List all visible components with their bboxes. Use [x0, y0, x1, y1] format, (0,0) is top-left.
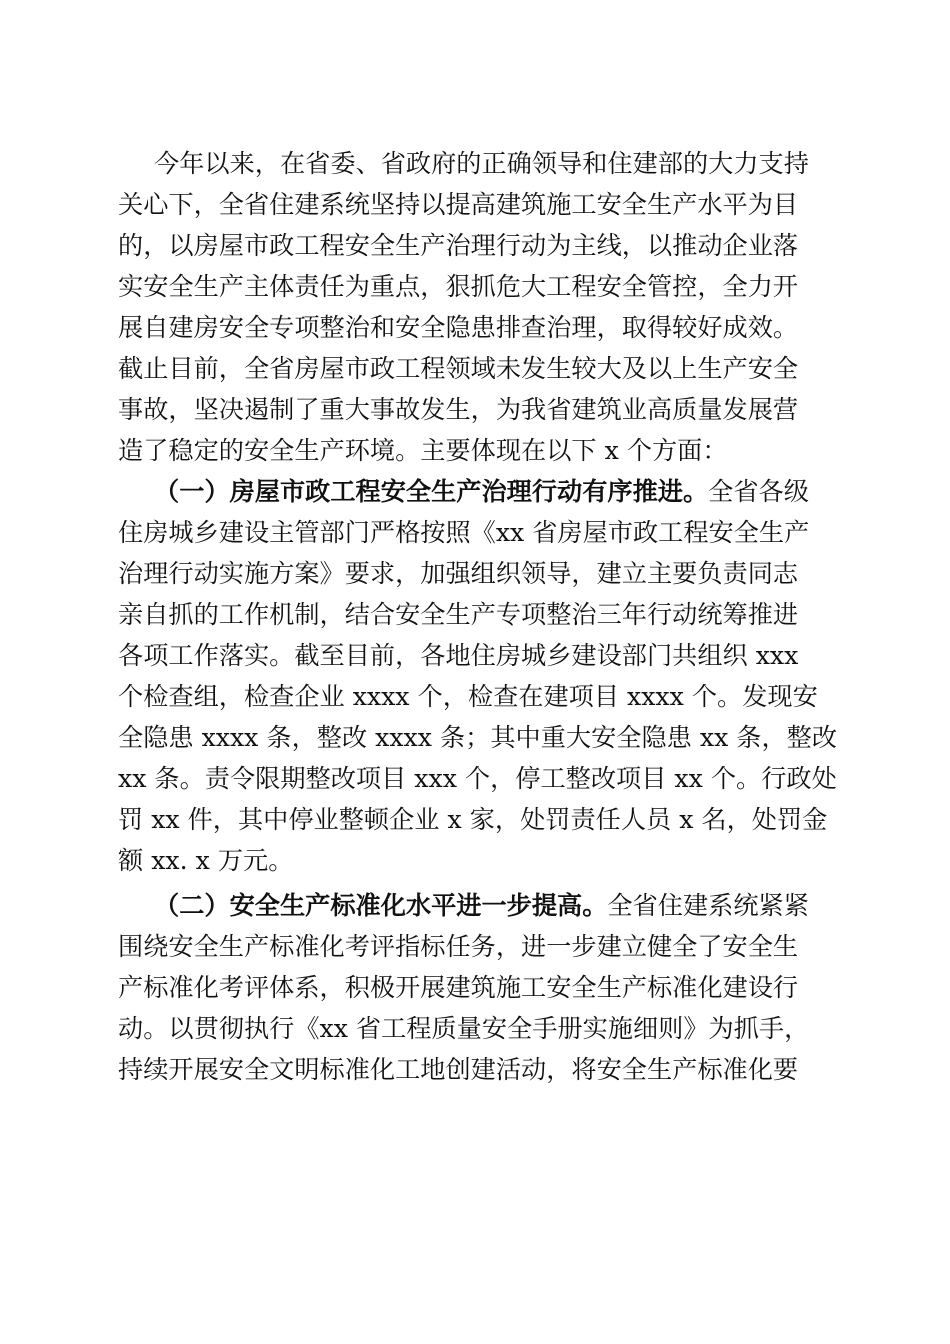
text-line: 额 xx. x 万元。: [118, 846, 294, 875]
text-line: 住房城乡建设主管部门严格按照《xx 省房屋市政工程安全生产: [118, 518, 810, 547]
text-line: 个检查组，检查企业 xxxx 个，检查在建项目 xxxx 个。发现安: [118, 682, 818, 711]
section-one-heading: （一）房屋市政工程安全生产治理行动有序推进。: [154, 476, 709, 506]
text-line: xx 条。责令限期整改项目 xxx 个，停工整改项目 xx 个。行政处: [118, 764, 837, 793]
text-line: 截止目前，全省房屋市政工程领域未发生较大及以上生产安全: [118, 354, 799, 383]
text-line: 造了稳定的安全生产环境。主要体现在以下 x 个方面：: [118, 436, 728, 465]
section-two-first-rest: 全省住建系统紧紧: [607, 891, 809, 920]
text-line: 实安全生产主体责任为重点，狠抓危大工程安全管控，全力开: [118, 272, 799, 301]
section-one-first-rest: 全省各级: [708, 477, 809, 506]
text-line: 亲自抓的工作机制，结合安全生产专项整治三年行动统筹推进: [118, 600, 799, 629]
section-one-paragraph: [118, 471, 838, 881]
text-line: 围绕安全生产标准化考评指标任务，进一步建立健全了安全生: [118, 932, 799, 961]
document-body: [118, 143, 838, 1090]
text-line: 关心下，全省住建系统坚持以提高建筑施工安全生产水平为目: [118, 190, 799, 219]
section-two-heading: （二）安全生产标准化水平进一步提高。: [154, 890, 608, 920]
section-two-first-line: [118, 885, 830, 926]
section-two-paragraph: [118, 885, 830, 1090]
text-line: 罚 xx 件，其中停业整顿企业 x 家，处罚责任人员 x 名，处罚金: [118, 805, 828, 834]
text-line: 动。以贯彻执行《xx 省工程质量安全手册实施细则》为抓手，: [118, 1014, 810, 1043]
section-one-first-line: [118, 471, 830, 512]
text-line: 事故，坚决遏制了重大事故发生，为我省建筑业高质量发展营: [118, 395, 799, 424]
text-line: 今年以来，在省委、省政府的正确领导和住建部的大力支持: [154, 149, 809, 178]
text-line: 治理行动实施方案》要求，加强组织领导，建立主要负责同志: [118, 559, 799, 588]
text-line: 的，以房屋市政工程安全生产治理行动为主线，以推动企业落: [118, 231, 799, 260]
text-line: 持续开展安全文明标准化工地创建活动，将安全生产标准化要: [118, 1055, 799, 1084]
intro-paragraph: [118, 143, 830, 471]
text-line: 产标准化考评体系，积极开展建筑施工安全生产标准化建设行: [118, 973, 799, 1002]
text-line: 各项工作落实。截至目前，各地住房城乡建设部门共组织 xxx: [118, 641, 799, 670]
text-line: 展自建房安全专项整治和安全隐患排查治理，取得较好成效。: [118, 313, 799, 342]
text-line: 全隐患 xxxx 条，整改 xxxx 条；其中重大安全隐患 xx 条，整改: [118, 723, 838, 752]
